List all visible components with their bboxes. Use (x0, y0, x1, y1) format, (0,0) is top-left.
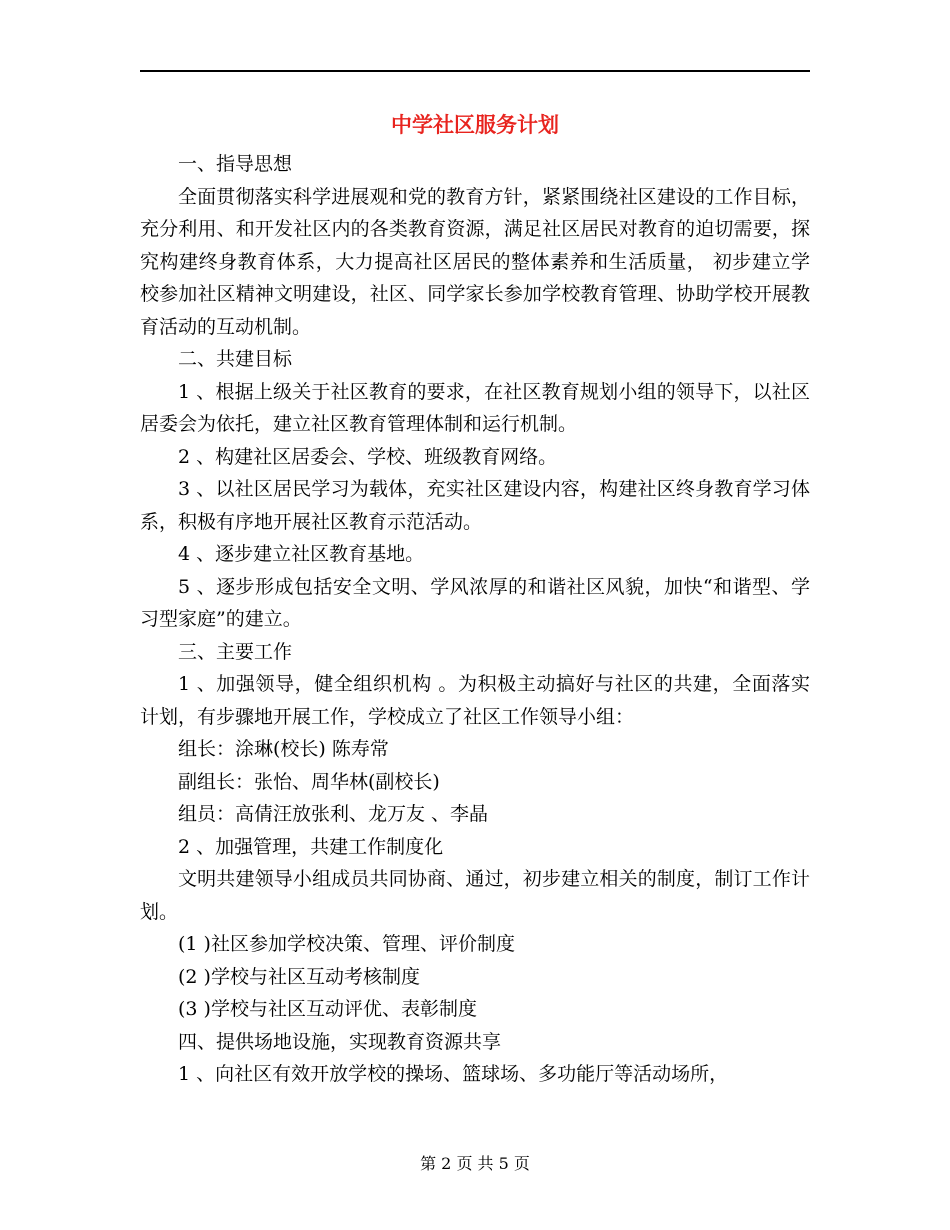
system-item-2: (2 )学校与社区互动考核制度 (178, 965, 420, 988)
work-item-1: 1 、加强领导，健全组织机构 。为积极主动搞好与社区的共建，全面落实计划，有步骤地开展工作，学校成立了社区工作领导小组： (140, 673, 810, 728)
header-rule (140, 70, 810, 72)
heading-main-work: 三、主要工作 (178, 640, 293, 663)
resource-item-1: 1 、向社区有效开放学校的操场、篮球场、多功能厅等活动场所， (178, 1063, 729, 1085)
paragraph-guiding-ideology: 全面贯彻落实科学进展观和党的教育方针，紧紧围绕社区建设的工作目标，充分利用、和开发社区内的各类教育资源，满足社区居民对教育的迫切需要，探究构建终身教育体系，大力提高社区居民的整体素养和生活质量， 初步建立学校参加社区精神文明建设，社区、同学家长参加学校教育管理、协助学校开展教育活动的互动机制。 (140, 185, 810, 338)
members-line: 组员：高倩汪放张利、龙万友 、李晶 (178, 803, 489, 825)
goal-item-1: 1 、根据上级关于社区教育的要求，在社区教育规划小组的领导下，以社区居委会为依托，建立社区教育管理体制和运行机制。 (140, 380, 810, 435)
deputy-leader-line: 副组长：张怡、周华林(副校长) (178, 770, 440, 793)
goal-item-5: 5 、逐步形成包括安全文明、学风浓厚的和谐社区风貌，加快“和谐型、学习型家庭”的建立。 (140, 575, 810, 630)
system-item-1: (1 )社区参加学校决策、管理、评价制度 (178, 933, 515, 955)
work-item-2: 2 、加强管理，共建工作制度化 (178, 835, 444, 858)
goal-item-2: 2 、构建社区居委会、学校、班级教育网络。 (178, 445, 558, 468)
document-body (140, 148, 810, 1091)
work-item-2-paragraph: 文明共建领导小组成员共同协商、通过，初步建立相关的制度，制订工作计划。 (140, 868, 810, 923)
heading-resource-sharing: 四、提供场地设施，实现教育资源共享 (178, 1030, 502, 1053)
document-title: 中学社区服务计划 (391, 112, 559, 137)
goal-item-3: 3 、以社区居民学习为载体，充实社区建设内容，构建社区终身教育学习体系，积极有序地开展社区教育示范活动。 (140, 478, 810, 533)
team-leader-line: 组长：涂琳(校长) 陈寿常 (178, 738, 389, 760)
heading-joint-goals: 二、共建目标 (178, 348, 293, 370)
system-item-3: (3 )学校与社区互动评优、表彰制度 (178, 998, 477, 1020)
goal-item-4: 4 、逐步建立社区教育基地。 (178, 543, 425, 565)
heading-guiding-ideology: 一、指导思想 (178, 153, 293, 175)
page-number-footer: 第 2 页 共 5 页 (420, 1154, 530, 1173)
